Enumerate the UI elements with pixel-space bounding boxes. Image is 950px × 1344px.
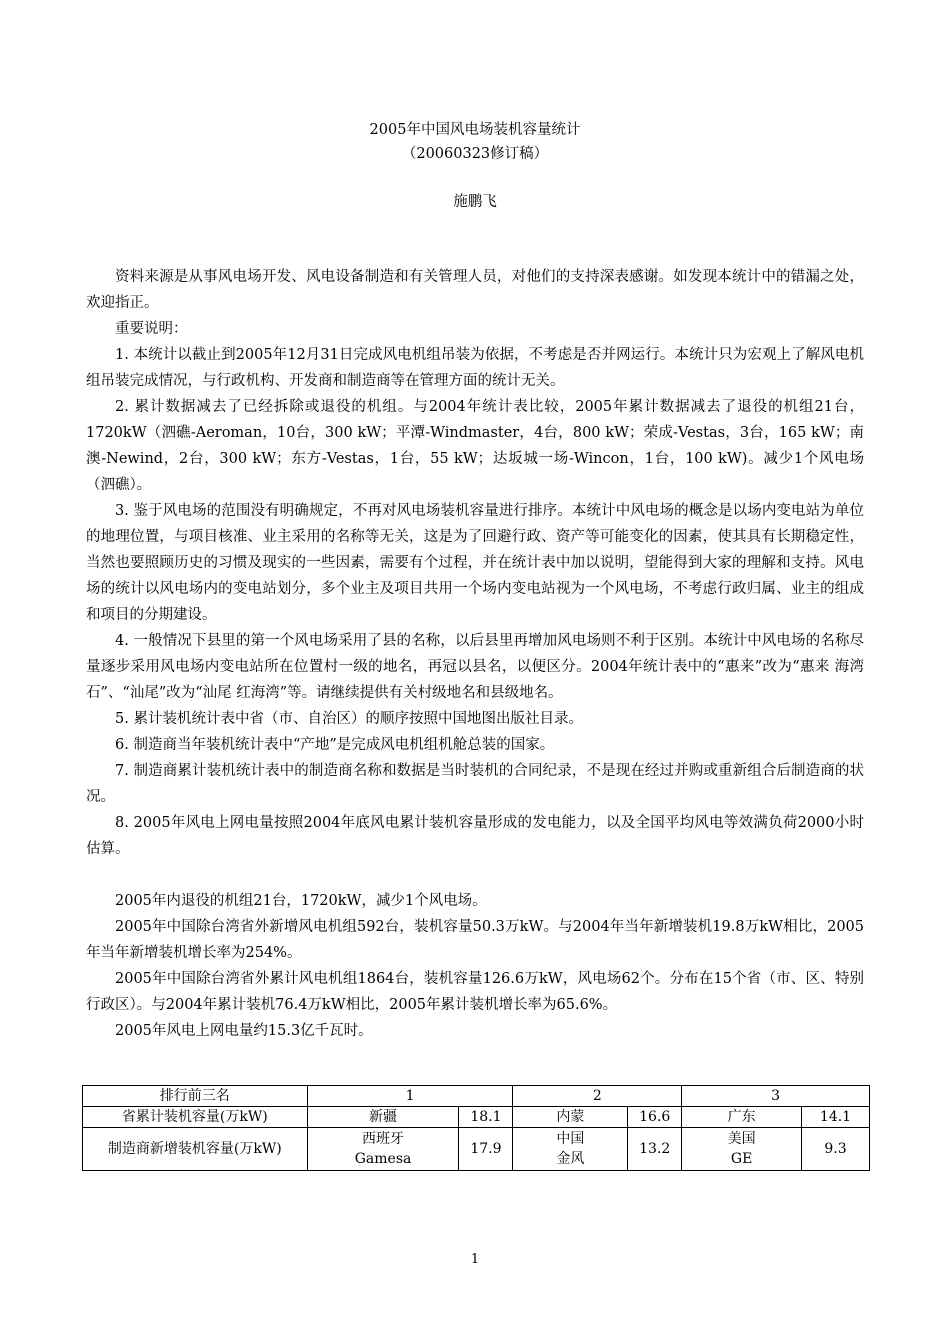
entry-value: 18.1 bbox=[459, 1107, 513, 1128]
summary-line: 2005年风电上网电量约15.3亿千瓦时。 bbox=[115, 1023, 373, 1039]
paragraph: 5. 累计装机统计表中省（市、自治区）的顺序按照中国地图出版社目录。 bbox=[115, 711, 583, 727]
paragraph: 2. 累计数据减去了已经拆除或退役的机组。与2004年统计表比较，2005年累计数据减去了退役的机组21台，1720kW（泗礁-Aeroman，10台，300 kW；平潭-Windmaster，4台，800 kW；荣成-Vestas，3台，165 kW；南澳-Newind，2台，300 kW；东方-Vestas，1台，55 kW；达坂城一场-Wincon，1台，100 kW)。减少1个风电场（泗礁）。 bbox=[86, 399, 864, 493]
paragraph: 8. 2005年风电上网电量按照2004年底风电累计装机容量形成的发电能力，以及全国平均风电等效满负荷2000小时估算。 bbox=[86, 815, 864, 857]
entry-name: 内蒙 bbox=[513, 1107, 628, 1128]
paragraph: 4. 一般情况下县里的第一个风电场采用了县的名称，以后县里再增加风电场则不利于区别。本统计中风电场的名称尽量逐步采用风电场内变电站所在位置村一级的地名，再冠以县名，以便区分。2004年统计表中的“惠来”改为“惠来 海湾石”、“汕尾”改为“汕尾 红海湾”等。请继续提供有关村级地名和县级地名。 bbox=[86, 633, 864, 701]
table-row bbox=[83, 1107, 870, 1128]
spacer bbox=[86, 862, 864, 888]
paragraph: 6. 制造商当年装机统计表中“产地”是完成风电机组机舱总装的国家。 bbox=[115, 737, 555, 753]
rank-3-header: 3 bbox=[682, 1086, 870, 1107]
summary-line: 2005年中国除台湾省外新增风电机组592台，装机容量50.3万kW。与2004年当年新增装机19.8万kW相比，2005年当年新增装机增长率为254%。 bbox=[86, 919, 864, 961]
entry-maker: GE bbox=[730, 1151, 753, 1167]
row-label: 制造商新增装机容量(万kW) bbox=[83, 1128, 308, 1171]
entry-value: 14.1 bbox=[802, 1107, 870, 1128]
title-block bbox=[0, 118, 950, 166]
entry-value: 9.3 bbox=[802, 1128, 870, 1171]
entry-maker: 金风 bbox=[556, 1151, 585, 1167]
rank-1-header: 1 bbox=[307, 1086, 513, 1107]
paragraph: 7. 制造商累计装机统计表中的制造商名称和数据是当时装机的合同纪录，不是现在经过并购或重新组合后制造商的状况。 bbox=[86, 763, 864, 805]
paragraph: 3. 鉴于风电场的范围没有明确规定，不再对风电场装机容量进行排序。本统计中风电场的概念是以场内变电站为单位的地理位置，与项目核准、业主采用的名称等无关，这是为了回避行政、资产等可能变化的因素，使其具有长期稳定性，当然也要照顾历史的习惯及现实的一些因素，需要有个过程，并在统计表中加以说明，望能得到大家的理解和支持。风电场的统计以风电场内的变电站划分，多个业主及项目共用一个场内变电站视为一个风电场，不考虑行政归属、业主的组成和项目的分期建设。 bbox=[86, 503, 864, 623]
entry-name bbox=[513, 1128, 628, 1171]
entry-name bbox=[307, 1128, 459, 1171]
summary-line: 2005年内退役的机组21台，1720kW，减少1个风电场。 bbox=[115, 893, 487, 909]
entry-value: 17.9 bbox=[459, 1128, 513, 1171]
entry-maker: Gamesa bbox=[354, 1151, 412, 1167]
summary-line: 2005年中国除台湾省外累计风电机组1864台，装机容量126.6万kW，风电场62个。分布在15个省（市、区、特别行政区）。与2004年累计装机76.4万kW相比，2005年累计装机增长率为65.6%。 bbox=[86, 971, 864, 1013]
row-label: 省累计装机容量(万kW) bbox=[83, 1107, 308, 1128]
header-label: 排行前三名 bbox=[83, 1086, 308, 1107]
document-subtitle: （20060323修订稿） bbox=[401, 146, 549, 162]
document-title: 2005年中国风电场装机容量统计 bbox=[369, 122, 581, 138]
rank-2-header: 2 bbox=[513, 1086, 682, 1107]
author-name: 施鹏飞 bbox=[453, 194, 497, 210]
entry-value: 16.6 bbox=[628, 1107, 682, 1128]
document-body bbox=[86, 264, 864, 1044]
entry-country: 西班牙 bbox=[362, 1131, 405, 1147]
page-number: 1 bbox=[470, 1252, 480, 1267]
entry-value: 13.2 bbox=[628, 1128, 682, 1171]
entry-country: 中国 bbox=[556, 1131, 585, 1147]
ranking-table bbox=[82, 1085, 870, 1171]
table-row bbox=[83, 1128, 870, 1171]
entry-name bbox=[682, 1128, 802, 1171]
paragraph: 1. 本统计以截止到2005年12月31日完成风电机组吊装为依据，不考虑是否并网运行。本统计只为宏观上了解风电机组吊装完成情况，与行政机构、开发商和制造商等在管理方面的统计无关。 bbox=[86, 347, 864, 389]
entry-name: 广东 bbox=[682, 1107, 802, 1128]
paragraph: 资料来源是从事风电场开发、风电设备制造和有关管理人员，对他们的支持深表感谢。如发现本统计中的错漏之处，欢迎指正。 bbox=[86, 269, 864, 311]
table-header-row bbox=[83, 1086, 870, 1107]
entry-country: 美国 bbox=[727, 1131, 756, 1147]
entry-name: 新疆 bbox=[307, 1107, 459, 1128]
paragraph: 重要说明： bbox=[115, 321, 188, 337]
